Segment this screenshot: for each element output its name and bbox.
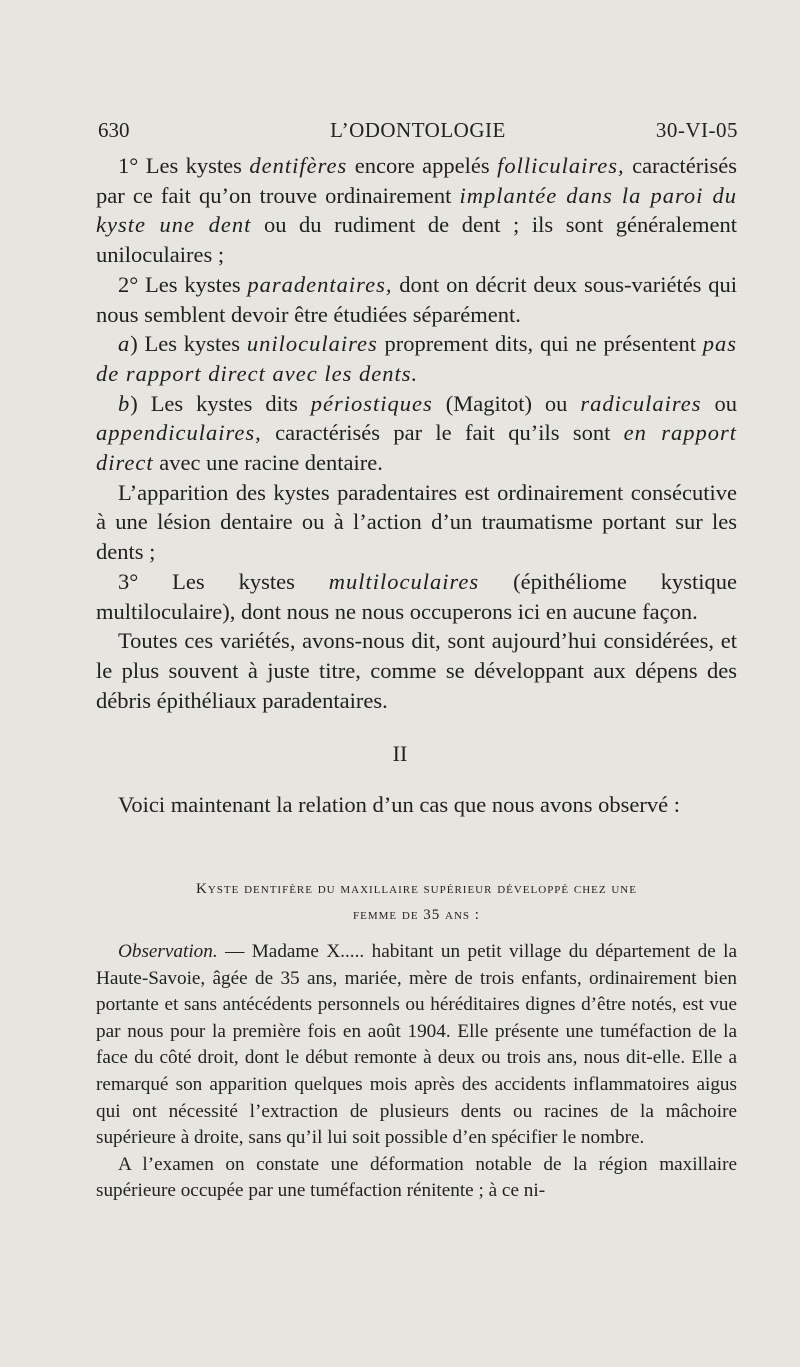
body-paragraph [96,270,737,329]
page-number: 630 [98,118,130,142]
text-run: caractérisés par le fait qu’ils sont [261,420,624,446]
text-run: ou [701,390,738,416]
text-run: encore appelés [347,153,498,178]
body-paragraph [96,329,737,388]
italic-run: folliculaires, [497,153,625,178]
italic-run: paradentaires, [247,271,393,297]
text-run: caractérisés par ce fait qu’on trouve ordinairement [96,153,738,208]
body-paragraph [96,151,737,270]
italic-run: multiloculaires [328,568,480,594]
text-run: 3° Les kystes [118,568,329,594]
intro-paragraph: Voici maintenant la relation d’un cas que nous avons observé : [118,792,680,817]
text-run: proprement dits, qui ne présentent [377,331,703,357]
text-run: ) Les kystes [130,331,247,357]
text-run: ou du rudiment de dent ; ils sont généralement uniloculaires ; [96,212,737,268]
text-run: 2° Les kystes [118,271,248,297]
case-title [96,876,737,928]
classification-paragraphs [96,151,737,715]
observation-label: Observation. [118,941,218,962]
text-run: L’apparition des kystes paradentaires est ordinairement consécutive à une lésion dentaire ou à l’action d’un traumatisme portant sur les dents ; [96,479,737,565]
observation-text: — Madame X..... habitant un petit village du département de la Haute-Savoie, âgée de 35 ans, mariée, mère de trois enfants, ordinairement bien portante et sans antécédents personnels ou héréditaires dignes d’être notés, est vue par nous pour la première fois en août 1904. Elle présente une tuméfaction de la face du côté droit, dont le début remonte à deux ou trois ans, nous dit-elle. Elle a remarqué son apparition quelques mois après des accidents inflammatoires aigus qui ont nécessité l’extraction de plusieurs dents ou racines de la mâchoire supérieure à droite, sans qu’il lui soit possible d’en spécifier le nombre. [96,941,737,1149]
text-run: (Magitot) ou [432,390,581,416]
italic-run: radiculaires [580,390,702,416]
text-run: ) Les kystes dits [130,390,311,416]
italic-run: a [118,331,131,357]
italic-run: appendiculaires, [96,420,262,446]
running-header [98,118,738,148]
italic-run: pas de rapport direct avec les dents. [96,331,738,386]
italic-run: b [118,390,131,416]
body-paragraph [96,478,737,567]
exam-paragraph: A l’examen on constate une déformation notable de la région maxillaire supérieure occupée par une tuméfaction rénitente ; à ce ni- [96,1153,737,1202]
text-run: avec une racine dentaire. [153,450,383,476]
text-run: (épithéliome kystique multiloculaire), dont nous ne nous occuperons ici en aucune façon. [96,568,737,624]
intro-block [96,790,737,820]
body-paragraph [96,567,737,626]
observation-paragraph [96,939,737,1152]
text-run: 1° Les kystes [118,153,250,178]
running-title: L’ODONTOLOGIE [330,118,506,142]
italic-run: périostiques [310,390,433,416]
body-paragraph [96,626,737,715]
text-run: dont on décrit deux sous-variétés qui nous semblent devoir être étudiées séparément. [96,271,737,327]
observation-block [96,939,737,1205]
case-title-line-1: Kyste dentifère du maxillaire supérieur développé chez une [196,881,637,897]
issue-date: 30-VI-05 [655,118,738,142]
body-paragraph [96,389,737,478]
italic-run: implantée dans la paroi du kyste une dent [96,182,738,238]
italic-run: en rapport direct [96,420,737,476]
case-title-line-2: femme de 35 ans : [353,907,480,923]
text-run: Toutes ces variétés, avons-nous dit, sont aujourd’hui considérées, et le plus souvent à juste titre, comme se développant aux dépens des débris épithéliaux paradentaires. [96,628,737,713]
section-number: II [392,741,408,766]
italic-run: dentifères [249,153,348,178]
italic-run: uniloculaires [246,331,378,357]
